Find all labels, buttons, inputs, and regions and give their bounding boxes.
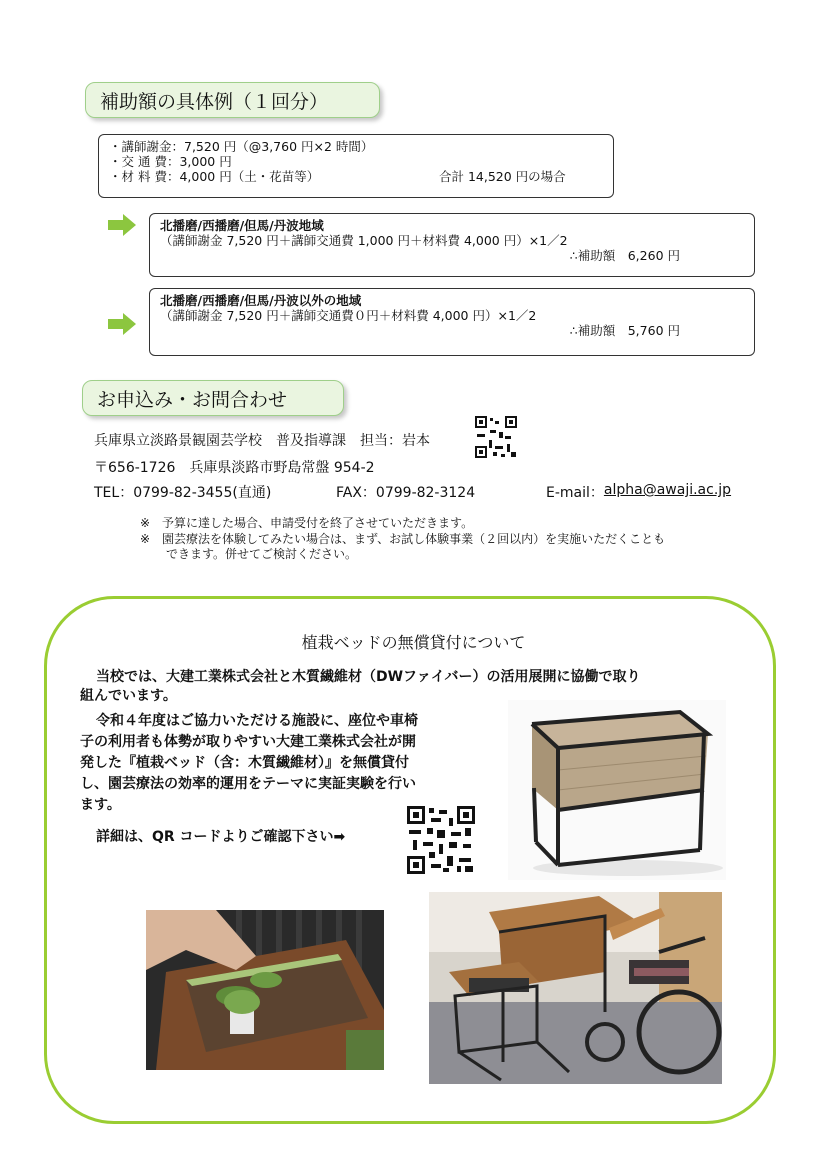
contact-email-label: E-mail： <box>546 485 604 501</box>
cost-item: ・講師謝金：7,520 円（@3,760 円×2 時間） <box>109 139 374 154</box>
wheelchair-photo <box>429 892 722 1084</box>
note-2: ※ 園芸療法を体験してみたい場合は、まず、お試し体験事業（２回以内）を実施いただくことも <box>140 532 666 546</box>
bed-para1-line: 組んでいます。 <box>80 688 177 704</box>
bed-para1-line: 当校では、大建工業株式会社と木質繊維材（DWファイバー）の活用展開に協働で取り <box>96 669 641 685</box>
examples-heading-text: 補助額の具体例（１回分） <box>100 90 329 113</box>
contact-heading <box>82 380 344 416</box>
bed-para2 <box>80 711 500 816</box>
qr-code-contact[interactable] <box>475 416 517 458</box>
contact-phone-row <box>94 482 754 502</box>
region1-result: ∴補助額 6,260 円 <box>569 248 680 263</box>
cost-box <box>98 134 614 198</box>
examples-heading <box>85 82 380 118</box>
note-3: できます。併せてご検討ください。 <box>166 547 358 561</box>
region2-formula: （講師謝金 7,520 円＋講師交通費０円＋材料費 4,000 円）×1／2 <box>160 308 537 323</box>
bed-para2-line: し、園芸療法の効率的運用をテーマに実証実験を行い <box>80 776 416 792</box>
contact-tel: TEL：0799-82-3455(直通) <box>94 485 272 501</box>
contact-email-link[interactable]: alpha@awaji.ac.jp <box>603 482 732 498</box>
arrow-right-icon <box>108 214 136 236</box>
bed-para2-line: 子の利用者も体勢が取りやすい大建工業株式会社が開 <box>80 734 416 750</box>
qr-code-bed[interactable] <box>407 806 475 874</box>
bed-para2-line: 令和４年度はご協力いただける施設に、座位や車椅 <box>96 713 418 729</box>
note-1: ※ 予算に達した場合、申請受付を終了させていただきます。 <box>140 516 474 530</box>
qr-code-icon <box>475 416 517 458</box>
contact-heading-text: お申込み・お問合わせ <box>97 388 288 411</box>
region1-title: 北播磨/西播磨/但馬/丹波地域 <box>160 218 324 233</box>
region2-box <box>149 288 755 356</box>
bed-para2-line: 発した『植栽ベッド（含：木質繊維材）』を無償貸付 <box>80 755 409 771</box>
cost-item-row <box>109 169 603 184</box>
contact-fax: FAX：0799-82-3124 <box>336 485 476 501</box>
arrow-right-icon <box>108 313 136 335</box>
region1-box <box>149 213 755 277</box>
contact-address: 〒656-1726 兵庫県淡路市野島常盤 954-2 <box>94 460 375 476</box>
region2-title: 北播磨/西播磨/但馬/丹波以外の地域 <box>160 293 362 308</box>
region1-formula: （講師謝金 7,520 円＋講師交通費 1,000 円＋材料費 4,000 円）×1／2 <box>160 233 568 248</box>
contact-org: 兵庫県立淡路景観園芸学校 普及指導課 担当：岩本 <box>94 433 430 449</box>
planter-bed-photo <box>508 700 726 880</box>
region2-result: ∴補助額 5,760 円 <box>569 323 680 338</box>
planting-photo <box>146 910 384 1070</box>
cost-total: 合計 14,520 円の場合 <box>439 169 566 184</box>
bed-section-title: 植栽ベッドの無償貸付について <box>301 633 526 652</box>
cost-item: ・交 通 費：3,000 円 <box>109 154 232 169</box>
qr-code-icon <box>407 806 475 874</box>
bed-para2-line: ます。 <box>80 797 121 813</box>
cost-item: ・材 料 費：4,000 円（土・花苗等） <box>109 169 320 184</box>
qr-instruction: 詳細は、QR コードよりご確認下さい➡ <box>96 829 346 845</box>
